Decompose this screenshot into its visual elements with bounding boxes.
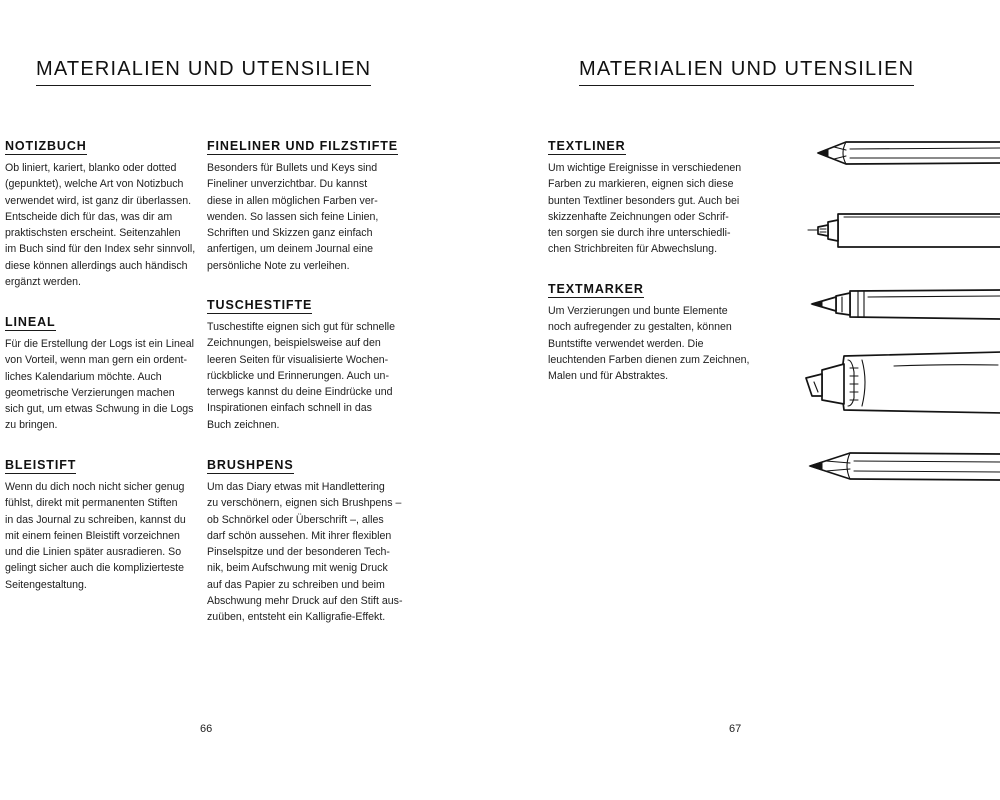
text-line: fühlst, direkt mit permanenten Stiften bbox=[5, 497, 178, 510]
page-title: MATERIALIEN UND UTENSILIEN bbox=[36, 58, 371, 86]
text-line: verwendet wird, ist ganz dir überlassen. bbox=[5, 194, 192, 207]
section-lineal bbox=[5, 313, 194, 434]
text-line: Buntstifte verwendet werden. Die bbox=[548, 337, 704, 350]
section-notizbuch bbox=[5, 137, 195, 290]
page-number: 67 bbox=[729, 723, 742, 735]
section-heading: TEXTLINER bbox=[548, 139, 626, 153]
text-line: wenden. So lassen sich feine Linien, bbox=[207, 210, 379, 223]
text-line: diese können allerdings auch händisch bbox=[5, 259, 188, 272]
section-heading: TUSCHESTIFTE bbox=[207, 298, 313, 312]
text-line: Abschwung mehr Druck auf den Stift aus- bbox=[207, 595, 403, 608]
section-textmarker bbox=[548, 280, 749, 384]
text-line: praktischsten erscheint. Seitenzahlen bbox=[5, 227, 181, 240]
pencil-icon bbox=[818, 142, 1000, 164]
ink-pen-icon bbox=[812, 290, 1000, 319]
page-number: 66 bbox=[200, 723, 213, 735]
text-line: Pinselspitze und der besonderen Tech- bbox=[207, 546, 390, 559]
section-body bbox=[5, 479, 186, 593]
section-heading: TEXTMARKER bbox=[548, 282, 644, 296]
text-line: nik, beim Aufschwung mit wenig Druck bbox=[207, 562, 388, 575]
section-body bbox=[5, 160, 195, 290]
fineliner-icon bbox=[808, 214, 1000, 247]
text-line: Um Verzierungen und bunte Elemente bbox=[548, 305, 728, 317]
section-fineliner bbox=[207, 137, 398, 274]
text-line: Ob liniert, kariert, blanko oder dotted bbox=[5, 162, 177, 174]
text-line: zuüben, entsteht ein Kalligrafie-Effekt. bbox=[207, 611, 386, 624]
section-bleistift bbox=[5, 456, 186, 593]
colored-pencil-icon bbox=[810, 453, 1000, 480]
text-line: rückblicke und Erinnerungen. Auch un- bbox=[207, 369, 389, 382]
section-body bbox=[207, 160, 398, 274]
section-body bbox=[548, 160, 741, 258]
text-line: zu bringen. bbox=[5, 419, 58, 432]
section-tuschestifte bbox=[207, 296, 395, 433]
text-line: auf das Papier zu schreiben und beim bbox=[207, 578, 385, 591]
text-line: von Vorteil, wenn man gern ein ordent- bbox=[5, 354, 187, 367]
text-line: Fineliner unverzichtbar. Du kannst bbox=[207, 178, 368, 191]
section-heading: BRUSHPENS bbox=[207, 458, 294, 472]
text-line: Farben zu markieren, eignen sich diese bbox=[548, 178, 734, 191]
text-line: mit einem feinen Bleistift vorzeichnen bbox=[5, 529, 180, 542]
text-line: skizzenhafte Zeichnungen oder Schrif- bbox=[548, 210, 729, 223]
text-line: und die Linien später ausradieren. So bbox=[5, 546, 182, 559]
text-line: im Buch sind für den Index sehr sinnvoll, bbox=[5, 243, 196, 256]
text-line: Wenn du dich noch nicht sicher genug bbox=[5, 481, 185, 493]
section-body bbox=[548, 303, 749, 384]
section-heading: LINEAL bbox=[5, 315, 56, 329]
text-line: bunten Textliner besonders gut. Auch bei bbox=[548, 194, 740, 207]
text-line: liches Kalendarium möchte. Auch bbox=[5, 370, 162, 383]
section-body bbox=[5, 336, 194, 434]
text-line: Inspirationen einfach schnell in das bbox=[207, 402, 372, 415]
text-line: Zeichnungen, beispielsweise auf den bbox=[207, 337, 381, 350]
text-line: zu verschönern, eignen sich Brushpens – bbox=[207, 497, 402, 510]
text-line: leuchtenden Farben dienen zum Zeichnen, bbox=[548, 353, 750, 366]
section-heading: BLEISTIFT bbox=[5, 458, 77, 472]
text-line: Um wichtige Ereignisse in verschiedenen bbox=[548, 162, 742, 174]
text-line: Besonders für Bullets und Keys sind bbox=[207, 162, 378, 174]
text-line: chen Strichbreiten für Abwechslung. bbox=[548, 243, 718, 256]
section-heading: NOTIZBUCH bbox=[5, 139, 87, 153]
text-line: darf schön aussehen. Mit ihrer flexiblen bbox=[207, 529, 392, 542]
highlighter-icon bbox=[806, 352, 1000, 413]
text-line: anfertigen, um deinem Journal eine bbox=[207, 243, 374, 256]
text-line: persönliche Note zu verleihen. bbox=[207, 259, 350, 272]
text-line: diese in allen möglichen Farben ver- bbox=[207, 194, 378, 207]
text-line: geometrische Verzierungen machen bbox=[5, 386, 175, 399]
text-line: sich gut, um etwas Schwung in die Logs bbox=[5, 403, 194, 416]
text-line: in das Journal zu schreiben, kannst du bbox=[5, 513, 186, 526]
text-line: Schriften und Skizzen ganz einfach bbox=[207, 227, 373, 240]
text-line: Entscheide dich für das, was dir am bbox=[5, 210, 173, 223]
text-line: ergänzt werden. bbox=[5, 276, 81, 289]
section-body bbox=[207, 479, 403, 626]
pens-illustration bbox=[804, 130, 1000, 490]
text-line: leeren Seiten für visualisierte Wochen- bbox=[207, 353, 389, 366]
text-line: gelingt sicher auch die komplizierteste bbox=[5, 562, 185, 575]
text-line: Für die Erstellung der Logs ist ein Lineal bbox=[5, 338, 195, 350]
section-heading: FINELINER UND FILZSTIFTE bbox=[207, 139, 399, 153]
section-body bbox=[207, 319, 395, 433]
section-textliner bbox=[548, 137, 741, 258]
text-line: noch aufregender zu gestalten, können bbox=[548, 321, 732, 334]
text-line: Tuschestifte eignen sich gut für schnelle bbox=[207, 321, 396, 333]
text-line: ob Schnörkel oder Überschrift –, alles bbox=[207, 513, 384, 526]
page-title: MATERIALIEN UND UTENSILIEN bbox=[579, 58, 914, 86]
text-line: ten sorgen sie durch ihre unterschiedli- bbox=[548, 227, 731, 240]
text-line: terwegs kannst du deine Eindrücke und bbox=[207, 386, 393, 399]
text-line: Malen und für Abstraktes. bbox=[548, 370, 669, 383]
text-line: Seitengestaltung. bbox=[5, 578, 87, 591]
text-line: (gepunktet), welche Art von Notizbuch bbox=[5, 178, 184, 191]
text-line: Buch zeichnen. bbox=[207, 418, 280, 431]
section-brushpens bbox=[207, 456, 403, 626]
text-line: Um das Diary etwas mit Handlettering bbox=[207, 481, 385, 493]
